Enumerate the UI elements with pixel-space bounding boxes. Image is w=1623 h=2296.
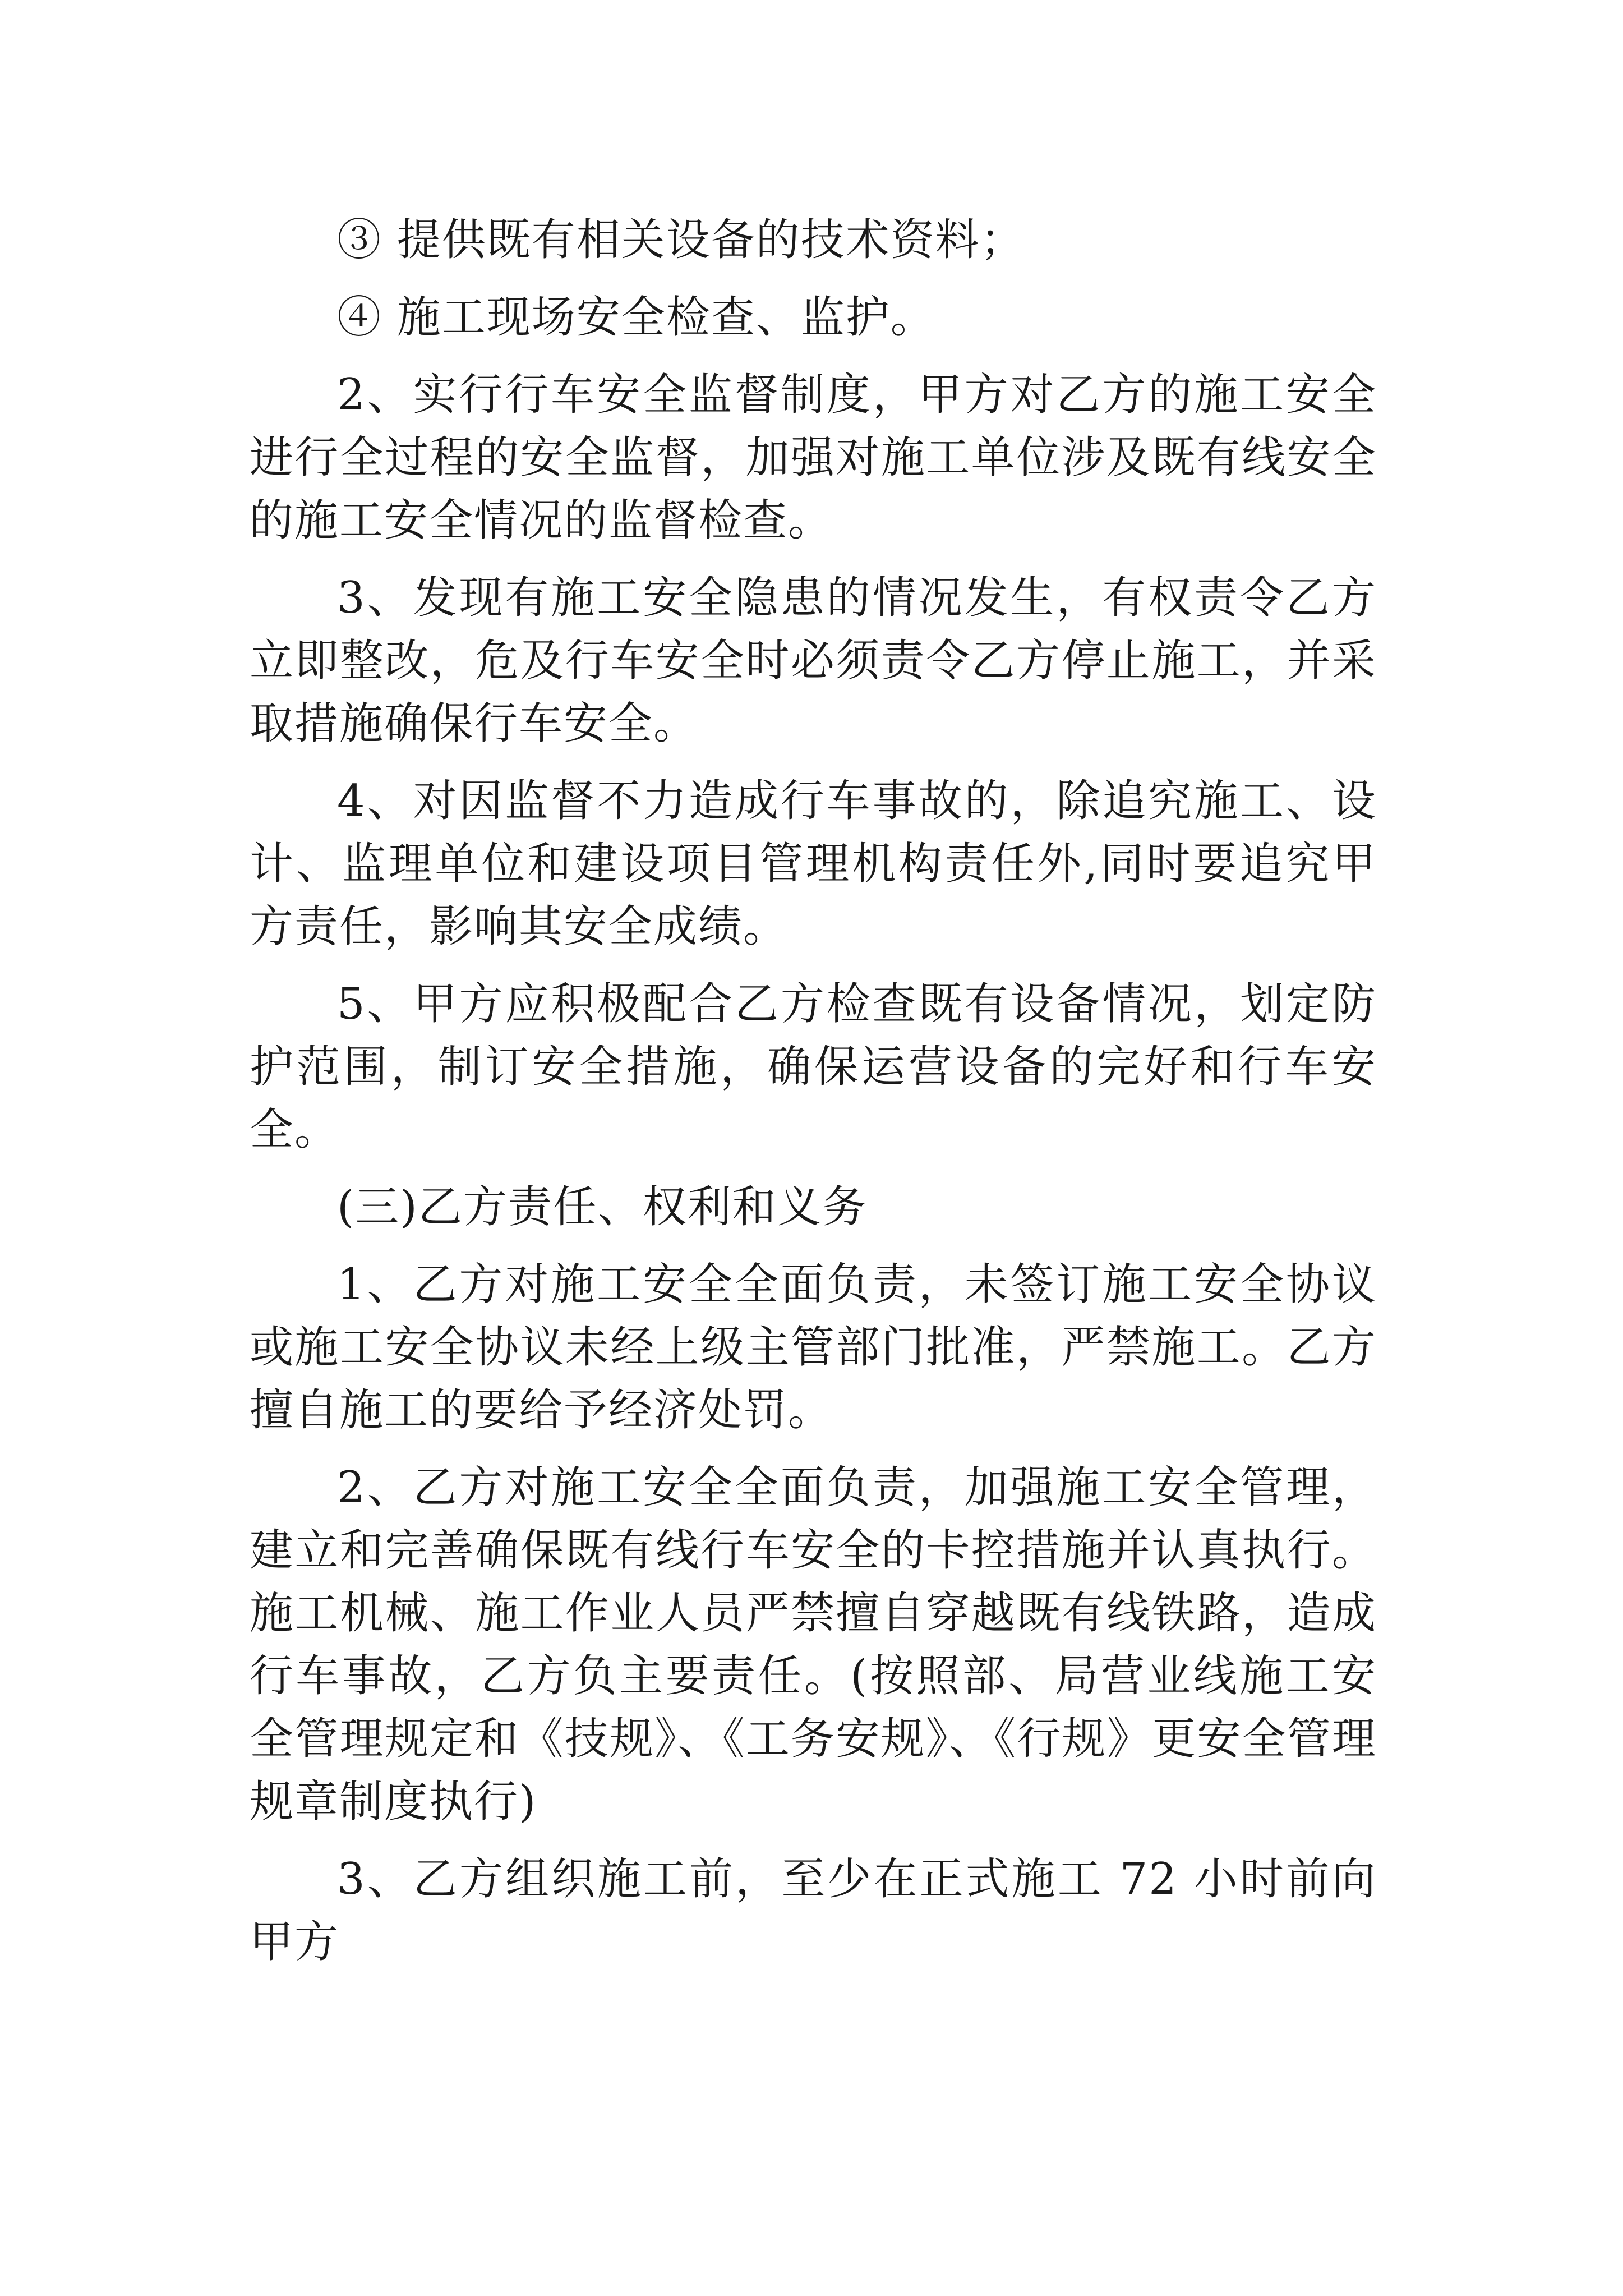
- section-heading: (三)乙方责任、权利和义务: [337, 1182, 867, 1232]
- paragraph-party-b-2: 2、乙方对施工安全全面负责，加强施工安全管理，建立和完善确保既有线行车安全的卡控措施并认真执行。施工机械、施工作业人员严禁擅自穿越既有线铁路，造成行车事故，乙方负主要责任。(按照部、局营业线施工安全管理规定和《技规》、《工务安规》、《行规》更安全管理规章制度执行): [250, 1462, 1377, 1827]
- paragraph-item-3: ③ 提供既有相关设备的技术资料；: [337, 215, 1025, 265]
- paragraph-party-b-1: 1、乙方对施工安全全面负责，未签订施工安全协议或施工安全协议未经上级主管部门批准，严禁施工。乙方擅自施工的要给予经济处罚。: [250, 1259, 1377, 1435]
- paragraph-clause-2: 2、实行行车安全监督制度，甲方对乙方的施工安全进行全过程的安全监督，加强对施工单位涉及既有线安全的施工安全情况的监督检查。: [250, 370, 1377, 546]
- paragraph-clause-5: 5、甲方应积极配合乙方检查既有设备情况，划定防护范围，制订安全措施，确保运营设备的完好和行车安全。: [250, 979, 1377, 1155]
- paragraph-party-b-3: 3、乙方组织施工前，至少在正式施工 72 小时前向甲方: [250, 1854, 1377, 1967]
- paragraph-clause-4: 4、对因监督不力造成行车事故的，除追究施工、设计、监理单位和建设项目管理机构责任外,同时要追究甲方责任，影响其安全成绩。: [250, 776, 1377, 952]
- document-body: [250, 209, 1377, 1988]
- paragraph-clause-3: 3、发现有施工安全隐患的情况发生，有权责令乙方立即整改，危及行车安全时必须责令乙方停止施工，并采取措施确保行车安全。: [250, 573, 1377, 749]
- paragraph-item-4: ④ 施工现场安全检查、监护。: [337, 292, 935, 343]
